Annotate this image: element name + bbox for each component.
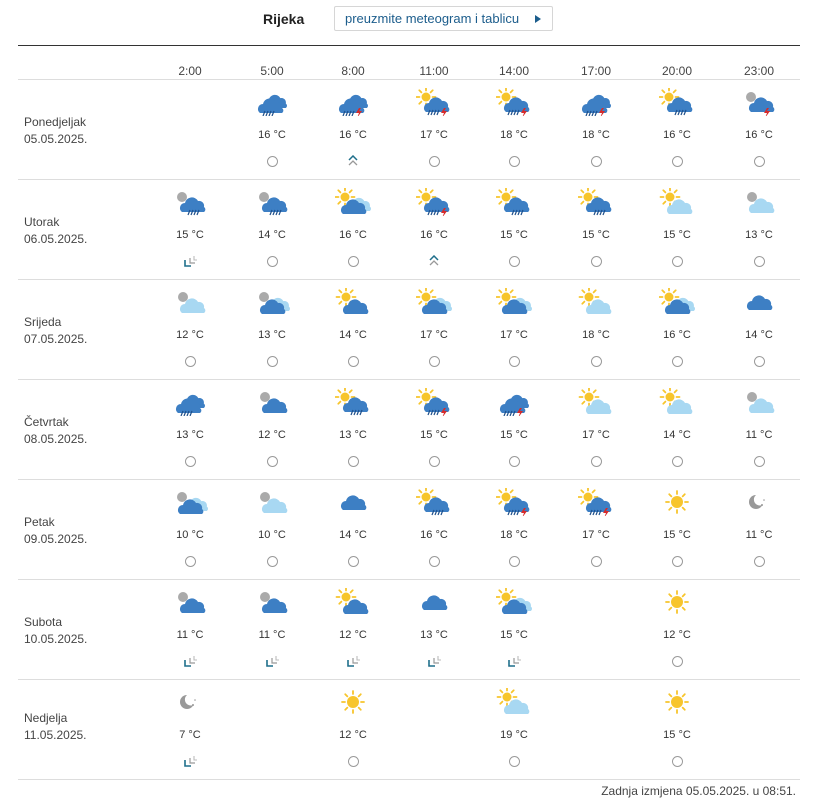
hour-label: 14:00 bbox=[498, 64, 530, 78]
temperature: 18 °C bbox=[582, 329, 610, 341]
moon-light-cloud-icon bbox=[254, 488, 290, 516]
forecast-cell bbox=[642, 80, 712, 179]
download-meteogram-label: preuzmite meteogram i tablicu bbox=[345, 11, 520, 26]
sun-light-cloud-icon bbox=[578, 288, 614, 316]
forecast-cell bbox=[642, 680, 712, 779]
thunderstorm-clouds-icon bbox=[578, 88, 614, 116]
temperature: 15 °C bbox=[500, 229, 528, 241]
forecast-cell bbox=[561, 80, 631, 179]
hour-label: 11:00 bbox=[419, 64, 449, 78]
forecast-cell bbox=[479, 180, 549, 279]
hour-label: 17:00 bbox=[580, 64, 612, 78]
temperature: 10 °C bbox=[258, 529, 286, 541]
sun-cloud-thunder-icon bbox=[416, 188, 452, 216]
temperature: 18 °C bbox=[500, 129, 528, 141]
thunderstorm-clouds-icon bbox=[335, 88, 371, 116]
forecast-cell bbox=[642, 480, 712, 579]
forecast-cell bbox=[642, 380, 712, 479]
day-row bbox=[18, 480, 800, 580]
temperature: 15 °C bbox=[500, 429, 528, 441]
forecast-cell bbox=[318, 580, 388, 679]
temperature: 16 °C bbox=[339, 229, 367, 241]
wind-calm-icon bbox=[509, 756, 520, 767]
rain-clouds-icon bbox=[172, 388, 208, 416]
moon-light-cloud-icon bbox=[741, 188, 777, 216]
forecast-cell bbox=[479, 380, 549, 479]
temperature: 15 °C bbox=[663, 229, 691, 241]
wind-calm-icon bbox=[348, 556, 359, 567]
wind-southwest-icon bbox=[428, 654, 440, 666]
forecast-cell bbox=[399, 80, 469, 179]
hour-label: 20:00 bbox=[661, 64, 693, 78]
temperature: 13 °C bbox=[745, 229, 773, 241]
temperature: 14 °C bbox=[745, 329, 773, 341]
wind-calm-icon bbox=[429, 356, 440, 367]
temperature: 12 °C bbox=[258, 429, 286, 441]
wind-calm-icon bbox=[509, 156, 520, 167]
forecast-cell bbox=[399, 180, 469, 279]
temperature: 16 °C bbox=[258, 129, 286, 141]
wind-calm-icon bbox=[591, 156, 602, 167]
sun-light-cloud-icon bbox=[578, 388, 614, 416]
day-name: Subota bbox=[24, 615, 63, 629]
wind-calm-icon bbox=[185, 456, 196, 467]
sun-clouds-icon bbox=[416, 288, 452, 316]
sun-cloud-thunder-icon bbox=[416, 388, 452, 416]
sun-clouds-icon bbox=[496, 288, 532, 316]
forecast-cell bbox=[155, 280, 225, 379]
wind-calm-icon bbox=[348, 456, 359, 467]
header bbox=[0, 0, 823, 46]
temperature: 7 °C bbox=[179, 729, 201, 741]
day-name: Utorak bbox=[24, 215, 60, 229]
day-name: Petak bbox=[24, 515, 55, 529]
temperature: 17 °C bbox=[582, 529, 610, 541]
cloud-icon bbox=[416, 588, 452, 616]
temperature: 17 °C bbox=[582, 429, 610, 441]
hour-label: 23:00 bbox=[743, 64, 775, 78]
forecast-cell bbox=[724, 80, 794, 179]
wind-north-icon bbox=[347, 154, 359, 166]
temperature: 11 °C bbox=[745, 529, 773, 541]
sun-cloud-rain-icon bbox=[659, 88, 695, 116]
temperature: 13 °C bbox=[258, 329, 286, 341]
forecast-cell bbox=[479, 480, 549, 579]
moon-clouds-icon bbox=[172, 488, 208, 516]
moon-icon bbox=[741, 488, 777, 516]
temperature: 16 °C bbox=[420, 229, 448, 241]
forecast-cell bbox=[155, 680, 225, 779]
wind-calm-icon bbox=[267, 156, 278, 167]
hour-label: 2:00 bbox=[178, 64, 202, 78]
forecast-cell bbox=[642, 580, 712, 679]
wind-calm-icon bbox=[672, 356, 683, 367]
forecast-cell bbox=[155, 80, 225, 179]
forecast-cell bbox=[399, 680, 469, 779]
header-divider bbox=[18, 45, 800, 46]
day-row bbox=[18, 80, 800, 180]
day-date: 05.05.2025. bbox=[24, 132, 88, 146]
forecast-cell bbox=[155, 480, 225, 579]
day-name: Ponedjeljak bbox=[24, 115, 87, 129]
cloud-icon bbox=[741, 288, 777, 316]
sun-cloud-thunder-icon bbox=[578, 488, 614, 516]
temperature: 16 °C bbox=[663, 329, 691, 341]
temperature: 19 °C bbox=[500, 729, 528, 741]
sun-icon bbox=[335, 688, 371, 716]
wind-calm-icon bbox=[672, 156, 683, 167]
hour-label: 8:00 bbox=[341, 64, 365, 78]
forecast-cell bbox=[561, 380, 631, 479]
moon-cloud-rain-icon bbox=[254, 188, 290, 216]
temperature: 15 °C bbox=[420, 429, 448, 441]
wind-calm-icon bbox=[348, 356, 359, 367]
forecast-cell bbox=[724, 380, 794, 479]
forecast-cell bbox=[318, 180, 388, 279]
temperature: 16 °C bbox=[420, 529, 448, 541]
wind-calm-icon bbox=[672, 756, 683, 767]
wind-southwest-icon bbox=[266, 654, 278, 666]
sun-cloud-icon bbox=[335, 288, 371, 316]
moon-light-cloud-icon bbox=[172, 288, 208, 316]
wind-calm-icon bbox=[754, 556, 765, 567]
forecast-cell bbox=[399, 380, 469, 479]
forecast-cell bbox=[724, 280, 794, 379]
wind-north-icon bbox=[428, 254, 440, 266]
hours-header bbox=[0, 64, 823, 78]
temperature: 14 °C bbox=[339, 329, 367, 341]
temperature: 14 °C bbox=[258, 229, 286, 241]
sun-cloud-rain-icon bbox=[335, 388, 371, 416]
wind-calm-icon bbox=[429, 156, 440, 167]
sun-clouds-icon bbox=[659, 288, 695, 316]
forecast-cell bbox=[561, 180, 631, 279]
day-label bbox=[24, 314, 87, 348]
sun-light-cloud-icon bbox=[659, 188, 695, 216]
temperature: 15 °C bbox=[582, 229, 610, 241]
moon-cloud-rain-icon bbox=[172, 188, 208, 216]
forecast-cell bbox=[318, 380, 388, 479]
sun-light-cloud-icon bbox=[496, 688, 532, 716]
sun-cloud-rain-icon bbox=[496, 188, 532, 216]
wind-calm-icon bbox=[672, 256, 683, 267]
wind-calm-icon bbox=[509, 556, 520, 567]
wind-calm-icon bbox=[429, 456, 440, 467]
city-name: Rijeka bbox=[263, 11, 305, 27]
sun-cloud-thunder-icon bbox=[416, 88, 452, 116]
wind-calm-icon bbox=[672, 656, 683, 667]
forecast-cell bbox=[399, 480, 469, 579]
wind-calm-icon bbox=[267, 356, 278, 367]
day-date: 10.05.2025. bbox=[24, 632, 88, 646]
forecast-cell bbox=[155, 180, 225, 279]
wind-calm-icon bbox=[185, 556, 196, 567]
temperature: 15 °C bbox=[176, 229, 204, 241]
sun-clouds-icon bbox=[496, 588, 532, 616]
sun-cloud-rain-icon bbox=[578, 188, 614, 216]
sun-cloud-icon bbox=[335, 588, 371, 616]
forecast-cell bbox=[237, 480, 307, 579]
forecast-cell bbox=[399, 580, 469, 679]
temperature: 15 °C bbox=[500, 629, 528, 641]
day-label bbox=[24, 214, 87, 248]
forecast-cell bbox=[237, 680, 307, 779]
wind-calm-icon bbox=[672, 456, 683, 467]
download-meteogram-button[interactable] bbox=[334, 6, 553, 31]
wind-calm-icon bbox=[591, 556, 602, 567]
sun-light-cloud-icon bbox=[659, 388, 695, 416]
moon-clouds-icon bbox=[254, 288, 290, 316]
day-label bbox=[24, 710, 87, 744]
forecast-cell bbox=[479, 280, 549, 379]
rain-clouds-icon bbox=[254, 88, 290, 116]
temperature: 12 °C bbox=[663, 629, 691, 641]
forecast-cell bbox=[561, 280, 631, 379]
temperature: 15 °C bbox=[663, 729, 691, 741]
thunderstorm-clouds-icon bbox=[496, 388, 532, 416]
wind-calm-icon bbox=[509, 456, 520, 467]
sun-cloud-thunder-icon bbox=[496, 88, 532, 116]
wind-southwest-icon bbox=[184, 654, 196, 666]
forecast-cell bbox=[318, 480, 388, 579]
day-row bbox=[18, 680, 800, 780]
temperature: 11 °C bbox=[258, 629, 286, 641]
wind-calm-icon bbox=[754, 156, 765, 167]
forecast-cell bbox=[155, 380, 225, 479]
last-updated: Zadnja izmjena 05.05.2025. u 08:51. bbox=[601, 784, 796, 798]
forecast-cell bbox=[318, 280, 388, 379]
temperature: 13 °C bbox=[339, 429, 367, 441]
temperature: 15 °C bbox=[663, 529, 691, 541]
temperature: 10 °C bbox=[176, 529, 204, 541]
day-name: Četvrtak bbox=[24, 415, 69, 429]
wind-calm-icon bbox=[672, 556, 683, 567]
temperature: 14 °C bbox=[663, 429, 691, 441]
day-label bbox=[24, 514, 87, 548]
wind-calm-icon bbox=[267, 256, 278, 267]
wind-calm-icon bbox=[267, 456, 278, 467]
forecast-cell bbox=[561, 580, 631, 679]
forecast-cell bbox=[479, 680, 549, 779]
day-date: 07.05.2025. bbox=[24, 332, 88, 346]
wind-calm-icon bbox=[754, 456, 765, 467]
temperature: 12 °C bbox=[339, 629, 367, 641]
temperature: 18 °C bbox=[500, 529, 528, 541]
wind-calm-icon bbox=[348, 756, 359, 767]
wind-calm-icon bbox=[591, 356, 602, 367]
cloud-icon bbox=[335, 488, 371, 516]
day-row bbox=[18, 380, 800, 480]
wind-calm-icon bbox=[509, 256, 520, 267]
sun-cloud-thunder-icon bbox=[496, 488, 532, 516]
forecast-cell bbox=[318, 680, 388, 779]
forecast-cell bbox=[237, 380, 307, 479]
day-row bbox=[18, 580, 800, 680]
forecast-cell bbox=[561, 680, 631, 779]
sun-icon bbox=[659, 488, 695, 516]
day-date: 08.05.2025. bbox=[24, 432, 88, 446]
wind-calm-icon bbox=[591, 256, 602, 267]
wind-southwest-icon bbox=[508, 654, 520, 666]
temperature: 13 °C bbox=[176, 429, 204, 441]
temperature: 16 °C bbox=[663, 129, 691, 141]
wind-calm-icon bbox=[509, 356, 520, 367]
moon-cloud-thunder-icon bbox=[741, 88, 777, 116]
forecast-cell bbox=[724, 180, 794, 279]
moon-light-cloud-icon bbox=[741, 388, 777, 416]
day-name: Srijeda bbox=[24, 315, 62, 329]
day-row bbox=[18, 180, 800, 280]
day-date: 11.05.2025. bbox=[24, 728, 87, 742]
day-label bbox=[24, 414, 87, 448]
temperature: 17 °C bbox=[500, 329, 528, 341]
wind-southwest-icon bbox=[184, 754, 196, 766]
day-label bbox=[24, 614, 87, 648]
sun-clouds-icon bbox=[335, 188, 371, 216]
forecast-cell bbox=[642, 180, 712, 279]
forecast-cell bbox=[318, 80, 388, 179]
sun-icon bbox=[659, 588, 695, 616]
sun-icon bbox=[659, 688, 695, 716]
day-date: 06.05.2025. bbox=[24, 232, 88, 246]
wind-southwest-icon bbox=[347, 654, 359, 666]
forecast-cell bbox=[237, 580, 307, 679]
wind-calm-icon bbox=[591, 456, 602, 467]
hour-label: 5:00 bbox=[260, 64, 284, 78]
forecast-cell bbox=[237, 280, 307, 379]
moon-cloud-icon bbox=[254, 388, 290, 416]
wind-southwest-icon bbox=[184, 254, 196, 266]
day-label bbox=[24, 114, 87, 148]
forecast-cell bbox=[155, 580, 225, 679]
forecast-cell bbox=[724, 680, 794, 779]
temperature: 12 °C bbox=[339, 729, 367, 741]
moon-cloud-icon bbox=[254, 588, 290, 616]
temperature: 14 °C bbox=[339, 529, 367, 541]
forecast-cell bbox=[399, 280, 469, 379]
forecast-cell bbox=[479, 80, 549, 179]
forecast-cell bbox=[561, 480, 631, 579]
sun-cloud-rain-icon bbox=[416, 488, 452, 516]
temperature: 16 °C bbox=[745, 129, 773, 141]
wind-calm-icon bbox=[348, 256, 359, 267]
temperature: 17 °C bbox=[420, 129, 448, 141]
temperature: 16 °C bbox=[339, 129, 367, 141]
forecast-cell bbox=[642, 280, 712, 379]
wind-calm-icon bbox=[429, 556, 440, 567]
moon-icon bbox=[172, 688, 208, 716]
wind-calm-icon bbox=[754, 356, 765, 367]
forecast-cell bbox=[479, 580, 549, 679]
day-name: Nedjelja bbox=[24, 711, 68, 725]
day-date: 09.05.2025. bbox=[24, 532, 88, 546]
day-row bbox=[18, 280, 800, 380]
wind-calm-icon bbox=[185, 356, 196, 367]
temperature: 12 °C bbox=[176, 329, 204, 341]
temperature: 11 °C bbox=[745, 429, 773, 441]
moon-cloud-icon bbox=[172, 588, 208, 616]
temperature: 17 °C bbox=[420, 329, 448, 341]
forecast-cell bbox=[237, 180, 307, 279]
forecast-cell bbox=[724, 480, 794, 579]
temperature: 18 °C bbox=[582, 129, 610, 141]
forecast-cell bbox=[237, 80, 307, 179]
temperature: 13 °C bbox=[420, 629, 448, 641]
play-arrow-icon bbox=[535, 15, 541, 23]
temperature: 11 °C bbox=[176, 629, 204, 641]
forecast-cell bbox=[724, 580, 794, 679]
wind-calm-icon bbox=[754, 256, 765, 267]
wind-calm-icon bbox=[267, 556, 278, 567]
